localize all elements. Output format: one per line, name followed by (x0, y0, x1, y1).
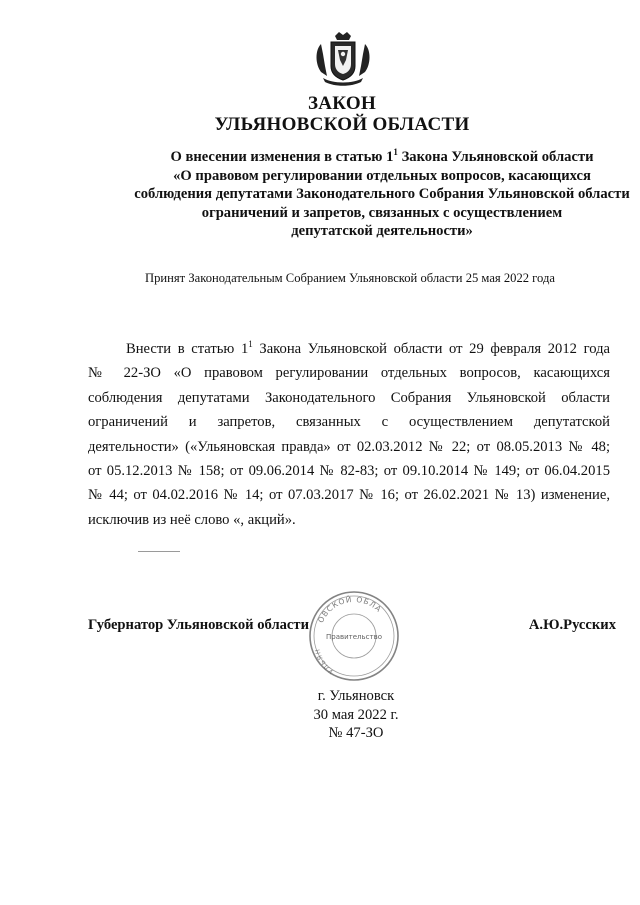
body-line: № 22-ЗО «О правовом регулировании отдельных вопросов, касающихся (88, 365, 610, 382)
law-number: № 47-ЗО (328, 725, 384, 741)
svg-text:УЛЬЯН (313, 647, 335, 675)
body-line: № 44; от 04.02.2016 № 14; от 07.03.2017 № 16; от 26.02.2021 № 13) изменение, (88, 487, 610, 504)
subject-line-3: соблюдения депутатами Законодательного Собрания Ульяновской области (134, 186, 630, 203)
seal-side-text: УЛЬЯН (313, 647, 336, 676)
body-line: ограничений и запретов, связанных с осуществлением депутатской (88, 414, 610, 431)
adoption-note: Принят Законодательным Собранием Ульяновской области 25 мая 2022 года (145, 271, 555, 285)
subject-line-5: депутатской деятельности» (291, 223, 473, 240)
subject-line-4: ограничений и запретов, связанных с осуществлением (201, 204, 563, 221)
law-subject (80, 148, 640, 241)
body-line: от 05.12.2013 № 158; от 09.06.2014 № 82-83; от 09.10.2014 № 149; от 06.04.2015 (88, 463, 610, 480)
region-title: УЛЬЯНОВСКОЙ ОБЛАСТИ (214, 114, 470, 135)
official-seal (306, 588, 402, 684)
signatory-name: А.Ю.Русских (528, 617, 616, 633)
body-line: исключив из неё слово «, акций». (88, 511, 296, 528)
separator-mark (138, 551, 180, 552)
subject-line-2: «О правовом регулировании отдельных вопросов, касающихся (173, 167, 591, 184)
coat-of-arms-emblem (313, 30, 373, 88)
signing-date: 30 мая 2022 г. (313, 707, 399, 723)
svg-text:ОВСКОЙ ОБЛА (316, 595, 384, 624)
law-title: ЗАКОН (307, 93, 377, 114)
law-body (88, 337, 610, 532)
body-line: соблюдения депутатами Законодательного Собрания Ульяновской области (88, 389, 610, 406)
body-line: деятельности» («Ульяновская правда» от 02.03.2012 № 22; от 08.05.2013 № 48; (88, 438, 610, 455)
body-line: Внести в статью $1^1$ Закона Ульяновской области от 29 февраля 2012 года (126, 339, 610, 357)
seal-arc-text: ОВСКОЙ ОБЛА (316, 594, 384, 625)
subject-line-1: О внесении изменения в статью $1^1$ Закона Ульяновской области (170, 147, 594, 165)
signatory-position: Губернатор Ульяновской области (88, 617, 309, 633)
seal-inner-text: Правительство (326, 633, 382, 641)
signing-city: г. Ульяновск (317, 688, 395, 704)
